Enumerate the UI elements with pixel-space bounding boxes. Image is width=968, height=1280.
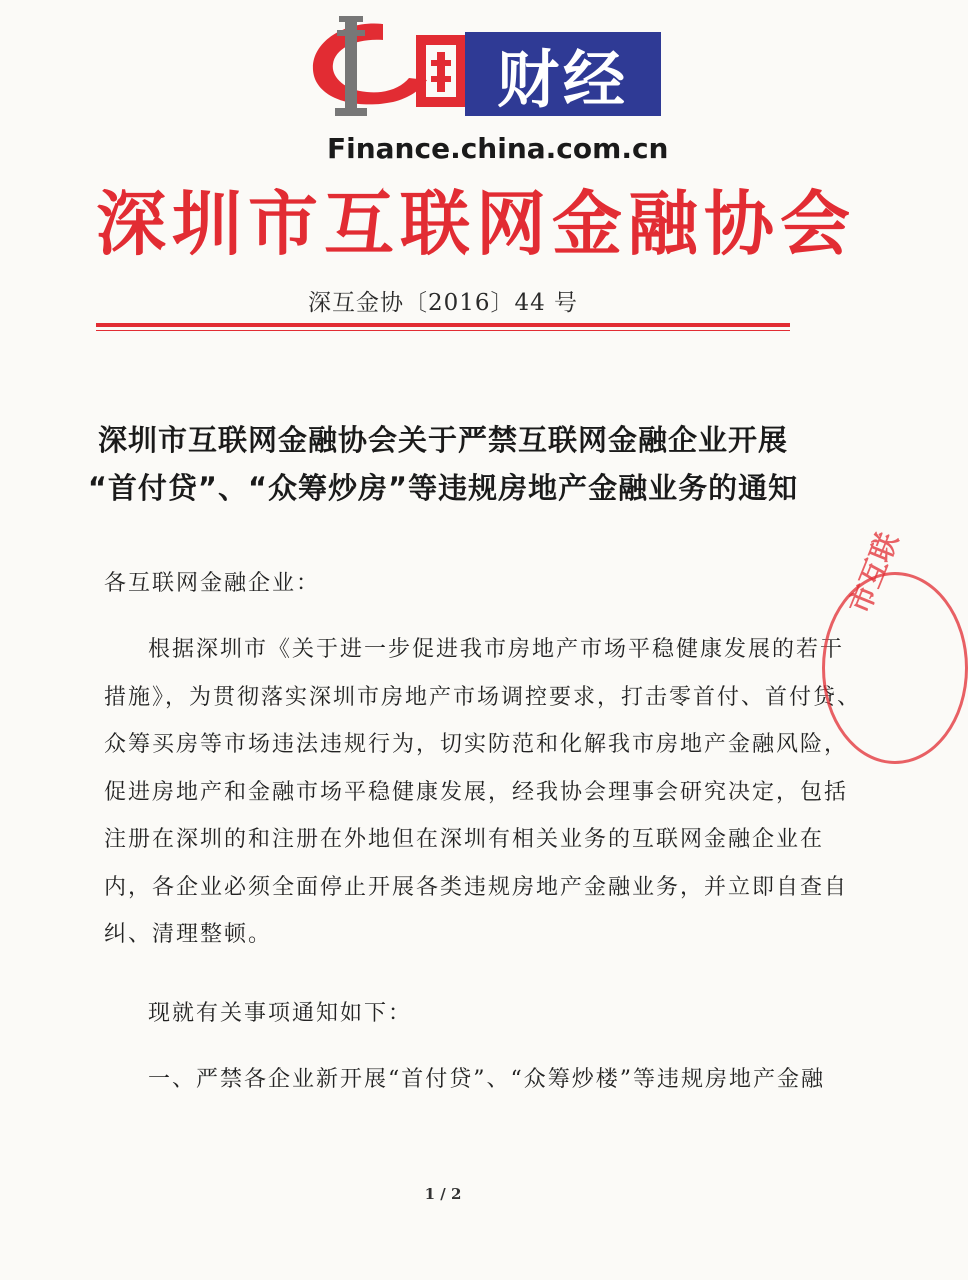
- headline-line-1: 深圳市互联网金融协会关于严禁互联网金融企业开展: [97, 423, 788, 457]
- headline-line-2: “首付贷”、“众筹炒房”等违规房地产金融业务的通知: [87, 471, 799, 505]
- body-paragraph: [104, 626, 862, 959]
- notice-intro: 现就有关事项通知如下：: [148, 1001, 413, 1026]
- salutation: 各互联网金融企业：: [104, 571, 321, 596]
- paragraph-line: 注册在深圳的和注册在外地但在深圳有相关业务的互联网金融企业在: [104, 827, 825, 852]
- page-number: 1 / 2: [424, 1185, 462, 1203]
- seal-text: 市互联: [842, 527, 905, 619]
- china-logo-icon: [305, 10, 465, 120]
- paragraph-line: 内，各企业必须全面停止开展各类违规房地产金融业务，并立即自查自: [104, 874, 849, 900]
- paragraph-line: 促进房地产和金融市场平稳健康发展，经我协会理事会研究决定，包括: [104, 779, 849, 805]
- header-divider-thin: [96, 330, 790, 331]
- paragraph-line: 措施》，为贯彻落实深圳市房地产市场调控要求，打击零首付、首付贷、: [104, 684, 862, 710]
- organization-title: 深圳市互联网金融协会: [96, 183, 856, 265]
- logo-text: 财经: [465, 32, 661, 116]
- paragraph-line: 根据深圳市《关于进一步促进我市房地产市场平稳健康发展的若干: [148, 637, 845, 662]
- logo-url: Finance.china.com.cn: [327, 132, 669, 165]
- document-number: 深互金协〔2016〕44 号: [307, 290, 579, 316]
- notice-item-1: 一、严禁各企业新开展“首付贷”、“众筹炒楼”等违规房地产金融: [148, 1067, 825, 1092]
- paragraph-line: 纠、清理整顿。: [104, 922, 273, 947]
- header-divider: [96, 323, 790, 327]
- watermark-logo: [305, 10, 669, 170]
- paragraph-line: 众筹买房等市场违法违规行为，切实防范和化解我市房地产金融风险，: [104, 732, 849, 757]
